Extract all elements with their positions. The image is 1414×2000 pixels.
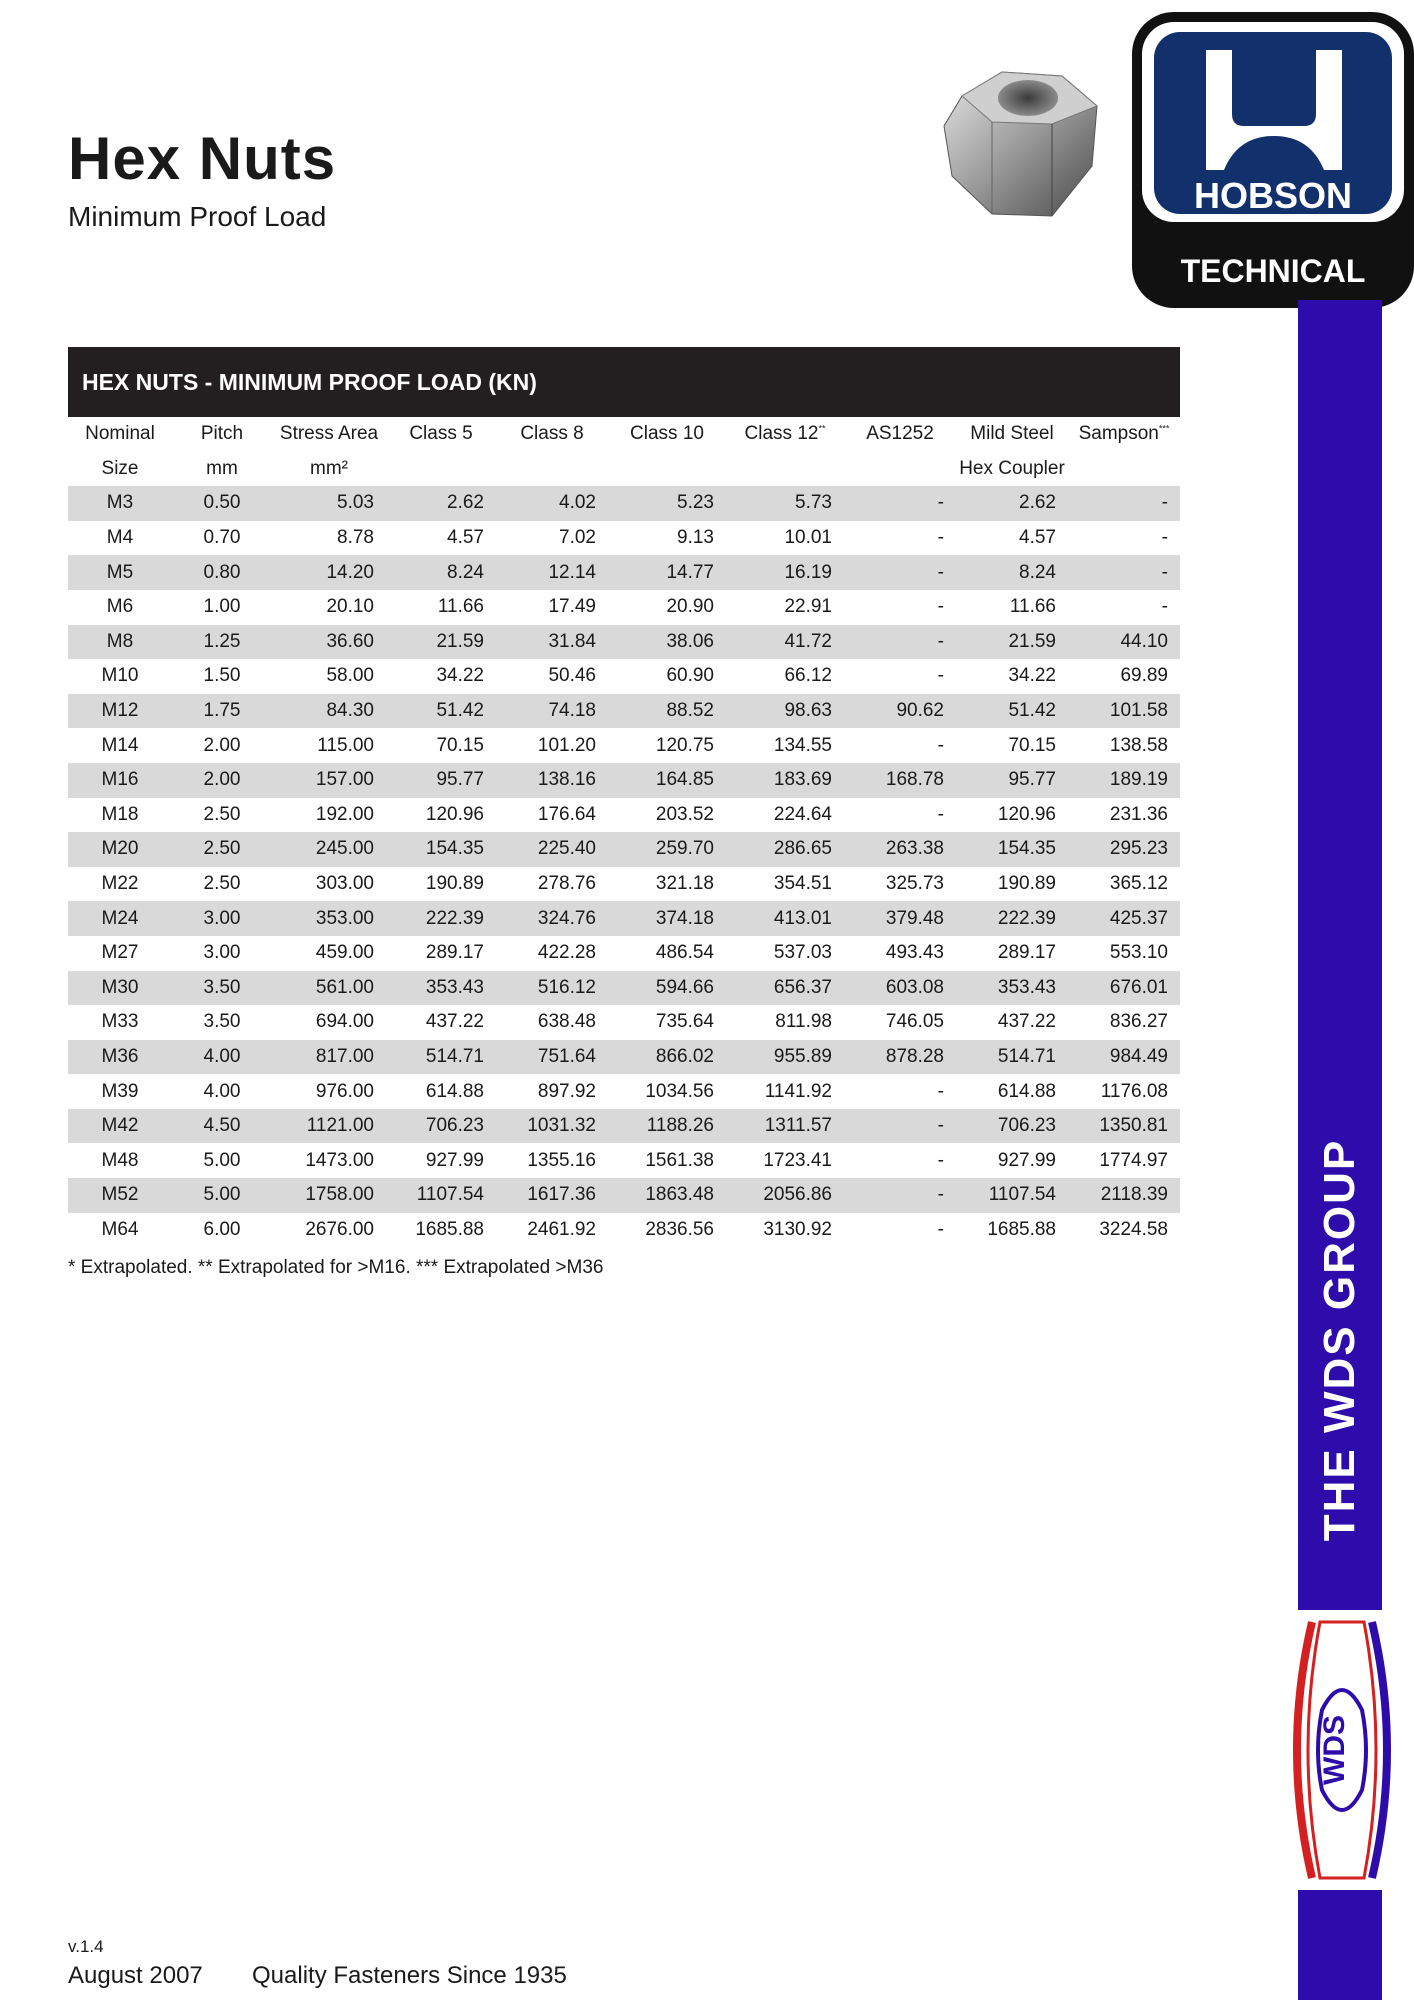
cell-class10: 2836.56 [645, 1218, 714, 1240]
col-subheader-size: Size [101, 457, 139, 479]
table-row [68, 1005, 1180, 1040]
cell-as1252: 379.48 [844, 901, 956, 936]
cell-class12: 1141.92 [764, 1080, 832, 1102]
cell-as1252: 325.73 [885, 873, 944, 895]
cell-pitch: 2.00 [172, 763, 272, 798]
cell-class10: 88.52 [608, 694, 726, 729]
cell-size: M8 [68, 625, 172, 660]
cell-as1252: - [844, 555, 956, 590]
cell-size: M64 [101, 1218, 139, 1240]
cell-class12: 286.65 [726, 832, 844, 867]
cell-class5: 1107.54 [386, 1178, 496, 1213]
cell-class12: 811.98 [775, 1011, 832, 1033]
cell-mild-steel: 1107.54 [956, 1178, 1068, 1213]
cell-pitch: 2.50 [172, 832, 272, 867]
cell-class10: 38.06 [608, 625, 726, 660]
cell-mild-steel: 927.99 [997, 1149, 1056, 1171]
cell-pitch: 4.00 [203, 1080, 241, 1102]
col-subheader-empty [844, 452, 956, 487]
cell-class8: 50.46 [548, 665, 596, 687]
cell-size: M5 [68, 555, 172, 590]
col-subheader-empty [726, 452, 844, 487]
cell-class5: 514.71 [386, 1040, 496, 1075]
col-header-as1252: AS1252 [866, 423, 934, 445]
table-row [68, 1074, 1180, 1109]
col-subheader-empty [496, 452, 608, 487]
hex-nut-image [932, 66, 1112, 226]
cell-sampson: 553.10 [1109, 942, 1168, 964]
cell-mild-steel: 614.88 [997, 1080, 1056, 1102]
cell-mild-steel: 95.77 [956, 763, 1068, 798]
cell-class12: 955.89 [726, 1040, 844, 1075]
table-row [68, 521, 1180, 556]
page-title: Hex Nuts [68, 125, 337, 192]
cell-class5: 4.57 [447, 527, 484, 549]
cell-as1252: - [844, 1178, 956, 1213]
table-row [68, 694, 1180, 729]
cell-class12: 5.73 [726, 486, 844, 521]
cell-class8: 751.64 [496, 1040, 608, 1075]
table-row [68, 625, 1180, 660]
cell-class12: 354.51 [773, 873, 832, 895]
cell-class5: 289.17 [425, 942, 484, 964]
logo-line1: HOBSON [1193, 175, 1353, 216]
cell-class5: 154.35 [386, 832, 496, 867]
cell-as1252: - [937, 665, 944, 687]
col-subheader-mm: mm [206, 457, 238, 479]
cell-mild-steel: 222.39 [956, 901, 1068, 936]
cell-class12: 98.63 [726, 694, 844, 729]
cell-as1252: - [844, 1109, 956, 1144]
cell-stress-area: 192.00 [315, 803, 374, 825]
cell-mild-steel: 514.71 [956, 1040, 1068, 1075]
cell-size: M20 [68, 832, 172, 867]
cell-class8: 897.92 [537, 1080, 596, 1102]
cell-size: M48 [101, 1149, 139, 1171]
cell-sampson: 365.12 [1109, 873, 1168, 895]
cell-pitch: 0.70 [203, 527, 241, 549]
cell-class5: 34.22 [436, 665, 484, 687]
table-row [68, 1143, 1180, 1178]
col-header-class8: Class 8 [520, 423, 584, 445]
cell-class10: 164.85 [608, 763, 726, 798]
logo-line2: TECHNICAL [1180, 253, 1366, 289]
cell-sampson: 101.58 [1068, 694, 1180, 729]
cell-class5: 51.42 [386, 694, 496, 729]
cell-pitch: 5.00 [172, 1178, 272, 1213]
page-subtitle: Minimum Proof Load [68, 201, 327, 232]
cell-class8: 422.28 [537, 942, 596, 964]
cell-class10: 374.18 [608, 901, 726, 936]
cell-class12: 3130.92 [763, 1218, 832, 1240]
cell-class8: 278.76 [537, 873, 596, 895]
cell-stress-area: 14.20 [272, 555, 386, 590]
cell-stress-area: 36.60 [272, 625, 386, 660]
cell-stress-area: 1758.00 [272, 1178, 386, 1213]
cell-sampson: - [1068, 555, 1180, 590]
cell-stress-area: 817.00 [272, 1040, 386, 1075]
cell-class8: 101.20 [537, 734, 596, 756]
wds-group-text: THE WDS GROUP [1315, 1138, 1364, 1542]
cell-pitch: 3.50 [172, 971, 272, 1006]
cell-class5: 927.99 [425, 1149, 484, 1171]
cell-class10: 60.90 [666, 665, 714, 687]
cell-sampson: 676.01 [1068, 971, 1180, 1006]
cell-stress-area: 58.00 [326, 665, 374, 687]
cell-class12: 1311.57 [726, 1109, 844, 1144]
table-footnote: * Extrapolated. ** Extrapolated for >M16. *** Extrapolated >M36 [68, 1257, 604, 1278]
cell-stress-area: 115.00 [317, 734, 374, 756]
cell-stress-area: 694.00 [315, 1011, 374, 1033]
cell-stress-area: 2676.00 [305, 1218, 374, 1240]
cell-class10: 14.77 [608, 555, 726, 590]
cell-mild-steel: 437.22 [997, 1011, 1056, 1033]
col-header-stress-area: Stress Area [279, 423, 379, 445]
col-header-class5: Class 5 [409, 423, 473, 445]
table-row [68, 832, 1180, 867]
cell-as1252: - [844, 625, 956, 660]
cell-class10: 9.13 [677, 527, 714, 549]
table-row [68, 659, 1180, 694]
cell-stress-area: 976.00 [315, 1080, 374, 1102]
table-row [68, 1109, 1180, 1144]
cell-class8: 31.84 [496, 625, 608, 660]
cell-sampson: 138.58 [1109, 734, 1168, 756]
cell-sampson: 3224.58 [1099, 1218, 1168, 1240]
cell-class8: 516.12 [496, 971, 608, 1006]
class12-footnote-mark: ** [818, 423, 826, 434]
cell-pitch: 1.50 [203, 665, 241, 687]
cell-class8: 7.02 [559, 527, 596, 549]
cell-class12: 10.01 [784, 527, 832, 549]
cell-sampson: 425.37 [1068, 901, 1180, 936]
cell-pitch: 3.00 [172, 901, 272, 936]
cell-class8: 1355.16 [527, 1149, 596, 1171]
cell-class5: 1685.88 [415, 1218, 484, 1240]
cell-stress-area: 353.00 [272, 901, 386, 936]
cell-class5: 8.24 [386, 555, 496, 590]
cell-class12: 22.91 [784, 596, 832, 618]
cell-as1252: 493.43 [885, 942, 944, 964]
cell-class5: 222.39 [386, 901, 496, 936]
cell-size: M42 [68, 1109, 172, 1144]
cell-pitch: 5.00 [203, 1149, 241, 1171]
cell-class10: 1034.56 [645, 1080, 714, 1102]
cell-class12: 224.64 [773, 803, 832, 825]
cell-mild-steel: 4.57 [1019, 527, 1056, 549]
cell-class10: 5.23 [608, 486, 726, 521]
cell-mild-steel: 190.89 [997, 873, 1056, 895]
col-header-sampson: Sampson*** [1078, 423, 1170, 445]
wds-logo-icon [1292, 1610, 1392, 1890]
cell-sampson: - [1161, 527, 1168, 549]
cell-size: M33 [101, 1011, 139, 1033]
cell-stress-area: 157.00 [272, 763, 386, 798]
cell-class10: 866.02 [608, 1040, 726, 1075]
cell-sampson: 1176.08 [1100, 1080, 1168, 1102]
cell-sampson: 836.27 [1109, 1011, 1168, 1033]
cell-as1252: - [844, 486, 956, 521]
cell-as1252: - [937, 1218, 944, 1240]
col-header-nominal: Nominal [85, 423, 155, 445]
header-row-1 [68, 417, 1180, 452]
col-subheader-empty [386, 452, 496, 487]
table-title: HEX NUTS - MINIMUM PROOF LOAD (KN) [68, 347, 1180, 417]
table-row [68, 486, 1180, 521]
cell-class12: 413.01 [726, 901, 844, 936]
col-header-mild-steel: Mild Steel [970, 423, 1054, 445]
table-row [68, 867, 1180, 902]
cell-size: M4 [106, 527, 134, 549]
cell-pitch: 0.50 [172, 486, 272, 521]
cell-class8: 1031.32 [496, 1109, 608, 1144]
table-row [68, 1040, 1180, 1075]
cell-sampson: 295.23 [1068, 832, 1180, 867]
cell-stress-area: 303.00 [315, 873, 374, 895]
cell-stress-area: 5.03 [272, 486, 386, 521]
cell-pitch: 1.75 [172, 694, 272, 729]
cell-pitch: 1.00 [203, 596, 241, 618]
cell-as1252: 878.28 [844, 1040, 956, 1075]
cell-class8: 4.02 [496, 486, 608, 521]
cell-mild-steel: 289.17 [997, 942, 1056, 964]
sampson-footnote-mark: *** [1158, 423, 1170, 434]
cell-stress-area: 1121.00 [272, 1109, 386, 1144]
cell-mild-steel: 353.43 [956, 971, 1068, 1006]
cell-as1252: - [937, 734, 944, 756]
cell-size: M27 [101, 942, 139, 964]
cell-class8: 2461.92 [527, 1218, 596, 1240]
cell-pitch: 1.25 [172, 625, 272, 660]
cell-mild-steel: 154.35 [956, 832, 1068, 867]
cell-stress-area: 561.00 [272, 971, 386, 1006]
cell-stress-area: 8.78 [337, 527, 374, 549]
cell-pitch: 3.00 [203, 942, 241, 964]
cell-pitch: 2.50 [203, 803, 241, 825]
cell-class10: 203.52 [655, 803, 714, 825]
cell-sampson: - [1068, 486, 1180, 521]
proof-load-table [68, 347, 1180, 1247]
version-label: v.1.4 [68, 1937, 104, 1956]
cell-sampson: 231.36 [1109, 803, 1168, 825]
col-header-class10: Class 10 [630, 423, 704, 445]
cell-class8: 225.40 [496, 832, 608, 867]
cell-as1252: - [937, 527, 944, 549]
table-row [68, 763, 1180, 798]
cell-size: M14 [101, 734, 139, 756]
cell-size: M10 [101, 665, 139, 687]
col-subheader-empty [1068, 452, 1180, 487]
col-header-class12: Class 12** [744, 423, 826, 445]
cell-class5: 70.15 [436, 734, 484, 756]
cell-class8: 1617.36 [496, 1178, 608, 1213]
cell-pitch: 4.00 [172, 1040, 272, 1075]
cell-pitch: 0.80 [172, 555, 272, 590]
cell-as1252: - [937, 1149, 944, 1171]
cell-stress-area: 20.10 [326, 596, 374, 618]
cell-class8: 17.49 [548, 596, 596, 618]
cell-size: M3 [68, 486, 172, 521]
cell-mild-steel: 21.59 [956, 625, 1068, 660]
cell-class5: 437.22 [425, 1011, 484, 1033]
cell-size: M52 [68, 1178, 172, 1213]
cell-pitch: 2.00 [203, 734, 241, 756]
cell-class10: 735.64 [655, 1011, 714, 1033]
cell-mild-steel: 11.66 [1009, 596, 1056, 618]
cell-class5: 706.23 [386, 1109, 496, 1144]
table-row [68, 971, 1180, 1006]
cell-class12: 2056.86 [726, 1178, 844, 1213]
cell-pitch: 3.50 [203, 1011, 241, 1033]
cell-class12: 1723.41 [763, 1149, 832, 1171]
cell-class5: 614.88 [425, 1080, 484, 1102]
cell-as1252: - [937, 596, 944, 618]
cell-sampson: 69.89 [1120, 665, 1168, 687]
cell-class5: 353.43 [386, 971, 496, 1006]
col-subheader-empty [608, 452, 726, 487]
cell-class5: 190.89 [425, 873, 484, 895]
cell-class8: 638.48 [537, 1011, 596, 1033]
cell-sampson: 44.10 [1068, 625, 1180, 660]
cell-stress-area: 245.00 [272, 832, 386, 867]
table-row [68, 936, 1180, 971]
cell-as1252: - [937, 1080, 944, 1102]
cell-mild-steel: 2.62 [956, 486, 1068, 521]
cell-class8: 324.76 [496, 901, 608, 936]
cell-class12: 16.19 [726, 555, 844, 590]
cell-mild-steel: 8.24 [956, 555, 1068, 590]
cell-class5: 120.96 [425, 803, 484, 825]
cell-class8: 176.64 [537, 803, 596, 825]
cell-as1252: 746.05 [885, 1011, 944, 1033]
cell-class10: 259.70 [608, 832, 726, 867]
cell-size: M12 [68, 694, 172, 729]
cell-mild-steel: 34.22 [1008, 665, 1056, 687]
footer-date: August 2007 [68, 1962, 203, 1989]
cell-as1252: 168.78 [844, 763, 956, 798]
cell-size: M22 [101, 873, 139, 895]
hobson-technical-logo [1128, 2, 1414, 308]
cell-class12: 537.03 [773, 942, 832, 964]
table-row [68, 728, 1180, 763]
cell-class12: 656.37 [726, 971, 844, 1006]
col-subheader-mm2: mm² [310, 457, 348, 479]
cell-class10: 1188.26 [608, 1109, 726, 1144]
cell-class5: 2.62 [386, 486, 496, 521]
cell-class8: 12.14 [496, 555, 608, 590]
cell-size: M16 [68, 763, 172, 798]
cell-class8: 138.16 [496, 763, 608, 798]
table-row [68, 798, 1180, 833]
cell-pitch: 6.00 [203, 1218, 241, 1240]
cell-class8: 74.18 [496, 694, 608, 729]
cell-as1252: 603.08 [844, 971, 956, 1006]
cell-pitch: 2.50 [203, 873, 241, 895]
cell-class12: 41.72 [726, 625, 844, 660]
cell-sampson: 189.19 [1068, 763, 1180, 798]
cell-as1252: 90.62 [844, 694, 956, 729]
cell-class12: 66.12 [784, 665, 832, 687]
cell-class5: 95.77 [386, 763, 496, 798]
cell-class10: 321.18 [655, 873, 714, 895]
cell-size: M18 [101, 803, 139, 825]
cell-size: M36 [68, 1040, 172, 1075]
table-row [68, 1213, 1180, 1248]
cell-sampson: 1350.81 [1068, 1109, 1180, 1144]
cell-class10: 594.66 [608, 971, 726, 1006]
cell-class10: 20.90 [666, 596, 714, 618]
table-row [68, 555, 1180, 590]
cell-class12: 183.69 [726, 763, 844, 798]
cell-pitch: 4.50 [172, 1109, 272, 1144]
cell-class10: 486.54 [655, 942, 714, 964]
cell-class10: 1863.48 [608, 1178, 726, 1213]
cell-mild-steel: 706.23 [956, 1109, 1068, 1144]
cell-as1252: - [937, 803, 944, 825]
cell-sampson: 2118.39 [1068, 1178, 1180, 1213]
table-row [68, 901, 1180, 936]
cell-class5: 21.59 [386, 625, 496, 660]
cell-sampson: 1774.97 [1099, 1149, 1168, 1171]
wds-logo-text: WDS [1318, 1715, 1351, 1785]
cell-mild-steel: 51.42 [956, 694, 1068, 729]
cell-class10: 1561.38 [645, 1149, 714, 1171]
col-header-pitch: Pitch [200, 423, 244, 445]
header-row-2 [68, 452, 1180, 487]
col-subheader-hex-coupler: Hex Coupler [959, 457, 1065, 479]
table-row [68, 1178, 1180, 1213]
footer-tagline: Quality Fasteners Since 1935 [252, 1962, 567, 1989]
cell-sampson: - [1161, 596, 1168, 618]
cell-stress-area: 459.00 [315, 942, 374, 964]
cell-sampson: 984.49 [1068, 1040, 1180, 1075]
cell-stress-area: 84.30 [272, 694, 386, 729]
cell-size: M30 [68, 971, 172, 1006]
cell-mild-steel: 120.96 [997, 803, 1056, 825]
cell-class12: 134.55 [773, 734, 832, 756]
cell-as1252: 263.38 [844, 832, 956, 867]
cell-class10: 120.75 [655, 734, 714, 756]
cell-mild-steel: 70.15 [1008, 734, 1056, 756]
cell-size: M39 [101, 1080, 139, 1102]
cell-class5: 11.66 [437, 596, 484, 618]
cell-size: M6 [106, 596, 134, 618]
cell-mild-steel: 1685.88 [987, 1218, 1056, 1240]
cell-stress-area: 1473.00 [305, 1149, 374, 1171]
cell-size: M24 [68, 901, 172, 936]
table-row [68, 590, 1180, 625]
